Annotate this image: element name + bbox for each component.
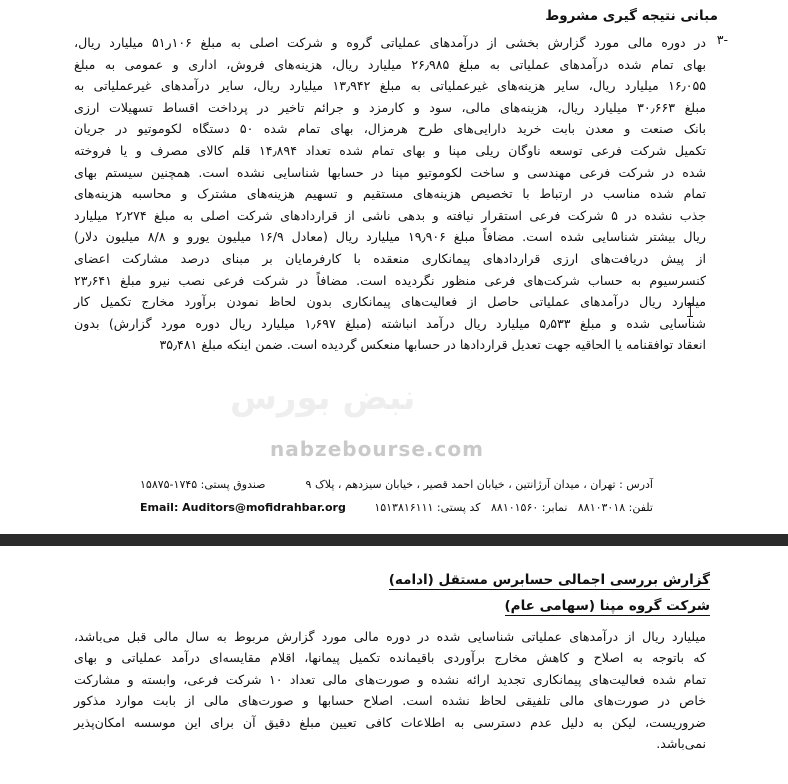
- report-title-text: گزارش بررسی اجمالی حسابرس مستقل (ادامه): [388, 572, 710, 588]
- footer-address: [306, 478, 653, 491]
- footer-contacts: [374, 501, 653, 514]
- paragraph-line: ضروریست، لیکن به دلیل عدم دسترسی به اطلاعات کافی تعیین مبلغ دقیق آن برای این موسسه امکان‌پذیر: [74, 714, 706, 730]
- report-page-bottom: [0, 546, 788, 784]
- footer-postbox: صندوق پستی: ۱۷۴۵-۱۵۸۷۵: [140, 478, 266, 491]
- paragraph-line: مبلغ ۳۰٫۶۶۳ میلیارد ریال، هزینه‌های مالی، سود و کارمزد و جرائم تاخیر در پرداخت اقساط تسهیلات ارزی: [74, 99, 706, 115]
- paragraph-number: ۳-: [716, 32, 728, 47]
- phone-number: ۸۸۱۰۳۰۱۸: [577, 501, 626, 514]
- paragraph-line: کنسرسیوم به حساب شرکت‌های فرعی منظور نگردیده است. مضافاً در شرکت فرعی نصب نیرو مبلغ ۲۳٫۶۴۱: [74, 272, 706, 288]
- paragraph-line: بهای تمام شده درآمدهای عملیاتی به مبلغ ۲۶٫۹۸۵ میلیارد ریال، هزینه‌های فروش، اداری و عمومی به مبلغ: [74, 56, 706, 72]
- page-separator: [0, 534, 788, 546]
- text-cursor-icon: [690, 303, 693, 317]
- section-heading: مبانی نتیجه گیری مشروط: [545, 8, 718, 24]
- footer-email[interactable]: Email: Auditors@mofidrahbar.org: [140, 501, 346, 514]
- paragraph-line: شناسایی شده و مبلغ ۵٫۵۳۳ میلیارد ریال درآمد انباشته (مبلغ ۱٫۶۹۷ میلیارد ریال دوره مورد گزارش) بدون: [74, 315, 706, 331]
- paragraph-line: تمام شده فعالیت‌های پیمانکاری تجدید ارائه نشده و صورت‌های مالی تعداد ۱۰ شرکت فرعی، وابسته و مشارکت: [74, 671, 706, 687]
- postal-code: ۱۵۱۳۸۱۶۱۱۱: [374, 501, 434, 514]
- paragraph-line: میلیارد ریال درآمدهای عملیاتی حاصل از فعالیت‌های پیمانکاری بدون لحاظ نمودن برآورد مخارج تکمیل کار: [74, 294, 706, 310]
- paragraph-line: انعقاد توافقنامه یا الحاقیه جهت تعدیل قراردادها در حسابها منعکس گردیده است. ضمن اینکه مبلغ ۳۵٫۴۸۱: [159, 337, 706, 353]
- paragraph-line: بانک صنعت و معدن بابت خرید دارایی‌های طرح هرمزال، بهای تمام شده ۵۰ دستگاه لکوموتیو در جریان: [74, 121, 706, 137]
- watermark: nabzebourse.com: [270, 437, 484, 461]
- paragraph-line: در دوره مالی مورد گزارش بخشی از درآمدهای عملیاتی گروه و شرکت اصلی به مبلغ ۱۰۶ر۵۱ میلیارد ریال،: [74, 35, 706, 50]
- phone-label: تلفن:: [628, 501, 653, 514]
- paragraph-line: تمام شده مناسب در ارتباط با تخصیص هزینه‌های مستقیم و تسهیم هزینه‌های مشترک و محاسبه هزینه‌های: [74, 186, 706, 202]
- paragraph-line: شده در شرکت فرعی مهندسی و ساخت لکوموتیو مپنا در حسابها شناسایی نشده است. همچنین سیستم بهای: [74, 164, 706, 180]
- paragraph-line: ریال بیشتر شناسایی شده است. مضافاً مبلغ ۱۹٫۹۰۶ میلیارد ریال (معادل ۱۶/۹ میلیون یورو و ۸/۸ میلیون دلار): [74, 229, 707, 245]
- paragraph-line: تکمیل شرکت فرعی توسعه ناوگان ریلی مپنا و بهای تمام شده تعداد ۱۴٫۸۹۴ قلم کالای مصرف و یا فروخته: [74, 142, 707, 158]
- paragraph-line: نمی‌باشد.: [656, 736, 706, 752]
- qualified-conclusion-paragraph: [74, 32, 706, 356]
- watermark-logo-text: نبض بورس: [230, 378, 416, 418]
- report-title: [389, 572, 710, 588]
- paragraph-line: میلیارد ریال از درآمدهای عملیاتی شناسایی شده در دوره مالی مورد گزارش مربوط به سال مالی قبل می‌باشد،: [74, 629, 706, 644]
- fax-label: نمابر:: [541, 501, 568, 514]
- paragraph-line: ۱۶٫۰۵۵ میلیارد ریال، سایر هزینه‌های غیرعملیاتی به مبلغ ۱۳٫۹۴۲ میلیارد ریال، سایر درآمدهای غیرعملیاتی به: [74, 78, 706, 94]
- postal-code-label: کد پستی:: [436, 501, 481, 514]
- paragraph-line: از پیش دریافت‌های ارزی قراردادهای پیمانکاری منعقده با کارفرمایان بر مبنای درصد مشارکت اعضای: [74, 250, 706, 266]
- address-text: تهران ، میدان آرژانتین ، خیابان احمد قصیر ، خیابان سیزدهم ، پلاک ۹: [305, 478, 616, 491]
- fax-number: ۸۸۱۰۱۵۶۰: [491, 501, 539, 514]
- paragraph-line: جذب نشده در ۵ شرکت فرعی استقرار نیافته و بدهی ناشی از قراردادهای شرکت اصلی به مبلغ ۲٫۲۷۴ میلیارد: [74, 207, 707, 223]
- company-title-text: شرکت گروه مپنا (سهامی عام): [504, 598, 710, 614]
- continuation-paragraph: [74, 626, 706, 754]
- paragraph-line: خاص در صورت‌های مالی تلفیقی لحاظ نشده است. اصلاح حسابها و صورت‌های مالی از بابت موارد مذکور: [74, 693, 706, 709]
- company-title: [505, 598, 710, 614]
- paragraph-line: که باتوجه به اصلاح و کاهش مخارج برآوردی باقیمانده تکمیل پیمانها، اقلام مقایسه‌ای درآمد عملیاتی و بهای: [74, 650, 706, 666]
- address-label: آدرس :: [619, 478, 653, 491]
